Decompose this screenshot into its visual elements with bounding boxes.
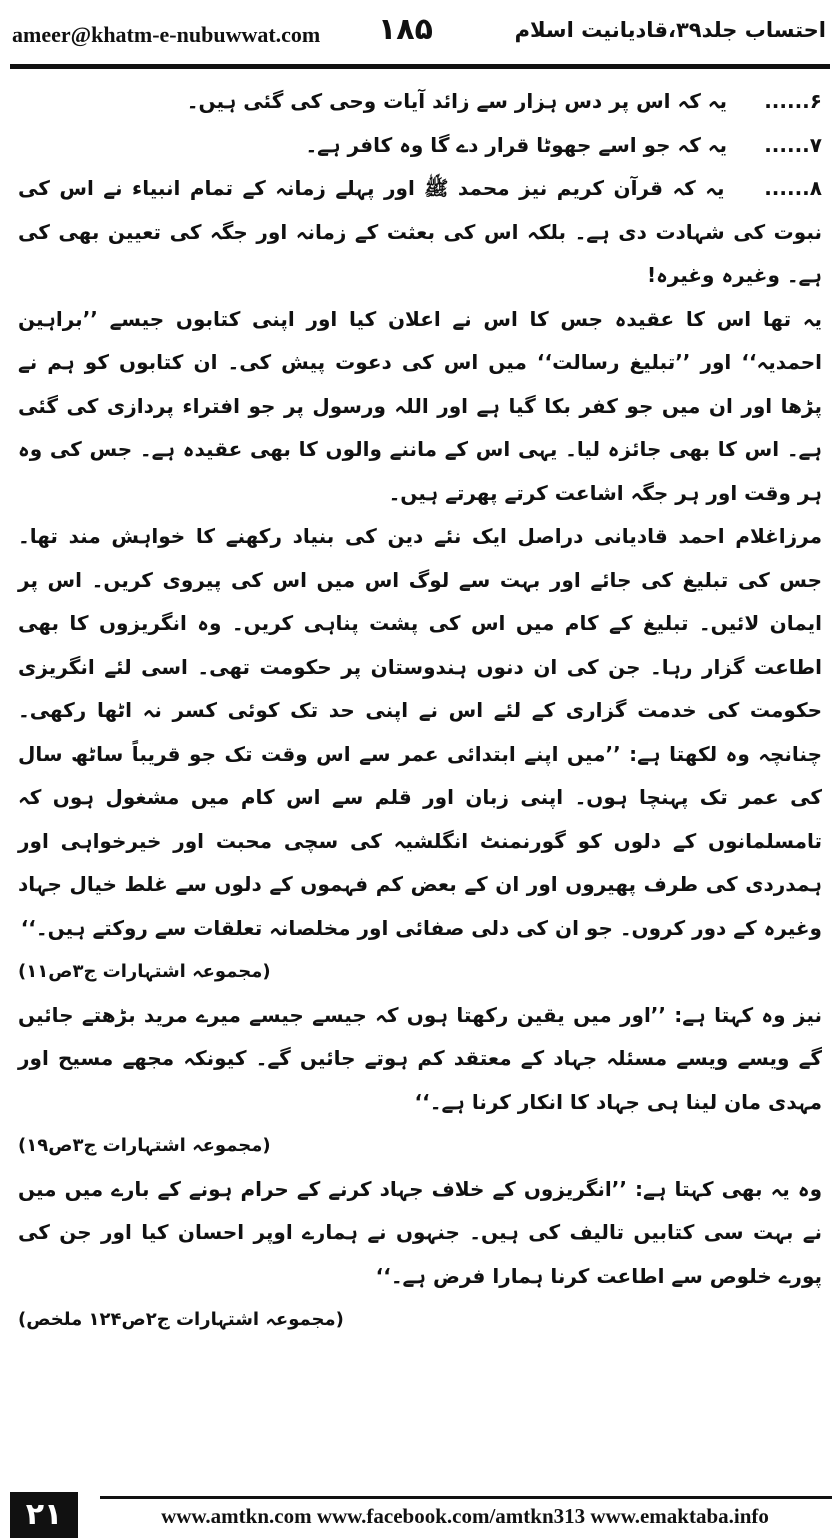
list-item	[18, 80, 822, 124]
page-content	[18, 80, 822, 1420]
item-number: ۶......	[764, 89, 822, 113]
header-email: ameer@khatm-e-nubuwwat.com	[12, 22, 321, 47]
footer-divider	[100, 1496, 832, 1499]
header-title: احتساب جلد۳۹،قادیانیت اسلام	[514, 18, 826, 42]
header-page-number: ۱۸۵	[378, 12, 433, 47]
page-header	[0, 0, 840, 70]
reference-2: (مجموعہ اشتہارات ج۳ص۱۹)	[18, 1135, 271, 1156]
header-divider	[10, 64, 830, 69]
list-item	[18, 167, 822, 298]
paragraph-2: مرزاغلام احمد قادیانی دراصل ایک نئے دین کی بنیاد رکھنے کا خواہش مند تھا۔ جس کی تبلیغ کی جائے اور بہت سے لوگ اس میں اس کی پیروی کریں۔ اس پر ایمان لائیں۔ تبلیغ کے کام میں اس کی پشت پناہی کریں۔ وہ انگریزوں کا بھی اطاعت گزار رہا۔ جن کی ان دنوں ہندوستان پر حکومت تھی۔ اسی لئے انگریزی حکومت کی خدمت گزاری کے لئے اس نے اپنی حد تک کوئی کسر نہ اٹھا رکھی۔ چنانچہ وہ لکھتا ہے: ’’میں اپنے ابتدائی عمر سے اس وقت تک جو قریباً ساٹھ سال کی عمر تک پہنچا ہوں۔ اپنی زبان اور قلم سے اس کام میں مشغول ہوں کہ تامسلمانوں کے دلوں کو گورنمنٹ انگلشیہ کی سچی محبت اور خیرخواہی اور ہمدردی کی طرف پھیروں اور ان کے بعض کم فہموں کے دلوں سے غلط خیال جہاد وغیرہ کے دور کروں۔ جو ان کی دلی صفائی اور مخلصانہ تعلقات سے روکتے ہیں۔‘‘	[18, 524, 822, 940]
page-footer	[0, 1490, 840, 1540]
reference-1: (مجموعہ اشتہارات ج۳ص۱۱)	[18, 961, 271, 982]
footer-urls: www.amtkn.com www.facebook.com/amtkn313 www.emaktaba.info	[161, 1504, 769, 1528]
item-text: یہ کہ جو اسے جھوٹا قرار دے گا وہ کافر ہے۔	[305, 132, 728, 157]
item-text: یہ کہ قرآن کریم نیز محمد ﷺ اور پہلے زمانہ کے تمام انبیاء نے اس کی نبوت کی شہادت دی ہے۔ بلکہ اس کی بعثت کے زمانہ اور جگہ کی تعیین بھی کی ہے۔ وغیرہ وغیرہ!	[18, 176, 822, 287]
footer-page-box: ۲۱	[10, 1492, 78, 1538]
paragraph-4: وہ یہ بھی کہتا ہے: ’’انگریزوں کے خلاف جہاد کرنے کے حرام ہونے کے بارے میں میں نے بہت سی کتابیں تالیف کی ہیں۔ جنہوں نے ہمارے اوپر احسان کیا اور جن کی پورے خلوص سے اطاعت کرنا ہمارا فرض ہے۔‘‘	[18, 1176, 822, 1288]
item-number: ۸......	[764, 176, 822, 200]
paragraph-1: یہ تھا اس کا عقیدہ جس کا اس نے اعلان کیا اور اپنی کتابوں جیسے ’’براہین احمدیہ‘‘ اور ’’تبلیغ رسالت‘‘ میں اس کی دعوت پیش کی۔ ان کتابوں کو ہم نے پڑھا اور ان میں جو کفر بکا گیا ہے اور اللہ ورسول پر جو افتراء پردازی کی گئی ہے۔ اس کا بھی جائزہ لیا۔ یہی اس کے ماننے والوں کا بھی عقیدہ ہے۔ جس کی وہ ہر وقت اور ہر جگہ اشاعت کرتے پھرتے ہیں۔	[18, 306, 822, 505]
item-number: ۷......	[764, 132, 822, 157]
paragraph-3: نیز وہ کہتا ہے: ’’اور میں یقین رکھتا ہوں کہ جیسے جیسے میرے مرید بڑھتے جائیں گے ویسے ویسے مسئلہ جہاد کے معتقد کم ہوتے جائیں گے۔ کیونکہ مجھے مسیح اور مہدی مان لینا ہی جہاد کا انکار کرنا ہے۔‘‘	[18, 1002, 822, 1114]
reference-3: (مجموعہ اشتہارات ج۲ص۱۲۴ ملخص)	[18, 1309, 344, 1330]
item-text: یہ کہ اس پر دس ہزار سے زائد آیات وحی کی گئی ہیں۔	[186, 89, 728, 113]
list-item	[18, 124, 822, 168]
